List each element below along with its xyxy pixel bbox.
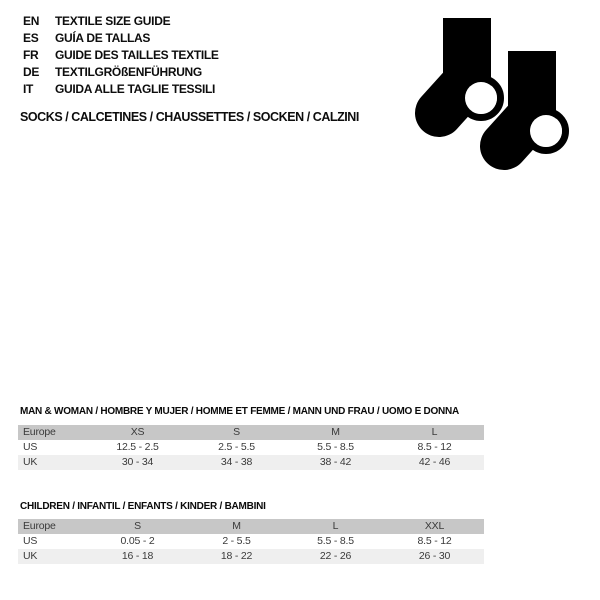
table-row-uk <box>18 549 484 564</box>
column-header: XXL <box>424 520 445 532</box>
size-value: 8.5 - 12 <box>417 535 452 547</box>
language-row-en <box>23 13 219 30</box>
row-label: US <box>23 535 38 547</box>
language-row-fr <box>23 47 219 64</box>
size-value: 5.5 - 8.5 <box>317 441 354 453</box>
column-header: Europe <box>23 520 56 532</box>
table-title-children: CHILDREN / INFANTIL / ENFANTS / KINDER / BAMBINI <box>20 501 266 512</box>
socks-icon <box>408 14 573 174</box>
column-header: S <box>134 520 141 532</box>
table-row-us <box>18 440 484 455</box>
language-code: DE <box>23 65 40 79</box>
size-value: 38 - 42 <box>319 456 352 468</box>
column-header: L <box>431 426 438 438</box>
language-row-es <box>23 30 219 47</box>
size-table-man-woman <box>18 425 484 470</box>
language-code: FR <box>23 48 39 62</box>
row-label: US <box>23 441 38 453</box>
language-label: GUIDA ALLE TAGLIE TESSILI <box>55 82 216 96</box>
language-label: TEXTILGRÖßENFÜHRUNG <box>55 65 202 79</box>
size-value: 0.05 - 2 <box>120 535 155 547</box>
table-header-row <box>18 519 484 534</box>
column-header: S <box>233 426 240 438</box>
size-value: 5.5 - 8.5 <box>317 535 354 547</box>
language-code: EN <box>23 14 40 28</box>
column-header: Europe <box>23 426 56 438</box>
size-value: 12.5 - 2.5 <box>116 441 159 453</box>
column-header: XS <box>130 426 145 438</box>
language-label: TEXTILE SIZE GUIDE <box>55 14 171 28</box>
column-header: L <box>332 520 339 532</box>
table-header-row <box>18 425 484 440</box>
language-label: GUÍA DE TALLAS <box>55 31 151 45</box>
size-table-children <box>18 519 484 564</box>
language-row-it <box>23 81 219 98</box>
table-title-man-woman: MAN & WOMAN / HOMBRE Y MUJER / HOMME ET FEMME / MANN UND FRAU / UOMO E DONNA <box>20 406 459 417</box>
language-row-de <box>23 64 219 81</box>
size-value: 34 - 38 <box>220 456 253 468</box>
size-value: 42 - 46 <box>418 456 451 468</box>
size-value: 8.5 - 12 <box>417 441 452 453</box>
size-value: 16 - 18 <box>121 550 154 562</box>
size-value: 30 - 34 <box>121 456 154 468</box>
language-code: ES <box>23 31 39 45</box>
size-value: 22 - 26 <box>319 550 352 562</box>
column-header: M <box>331 426 340 438</box>
row-label: UK <box>23 456 38 468</box>
size-value: 18 - 22 <box>220 550 253 562</box>
language-list <box>23 13 219 98</box>
size-value: 2 - 5.5 <box>222 535 251 547</box>
table-row-uk <box>18 455 484 470</box>
row-label: UK <box>23 550 38 562</box>
language-code: IT <box>23 82 34 96</box>
language-label: GUIDE DES TAILLES TEXTILE <box>55 48 219 62</box>
size-value: 2.5 - 5.5 <box>218 441 255 453</box>
table-row-us <box>18 534 484 549</box>
category-title: SOCKS / CALCETINES / CHAUSSETTES / SOCKEN / CALZINI <box>20 110 359 124</box>
size-value: 26 - 30 <box>418 550 451 562</box>
column-header: M <box>232 520 241 532</box>
